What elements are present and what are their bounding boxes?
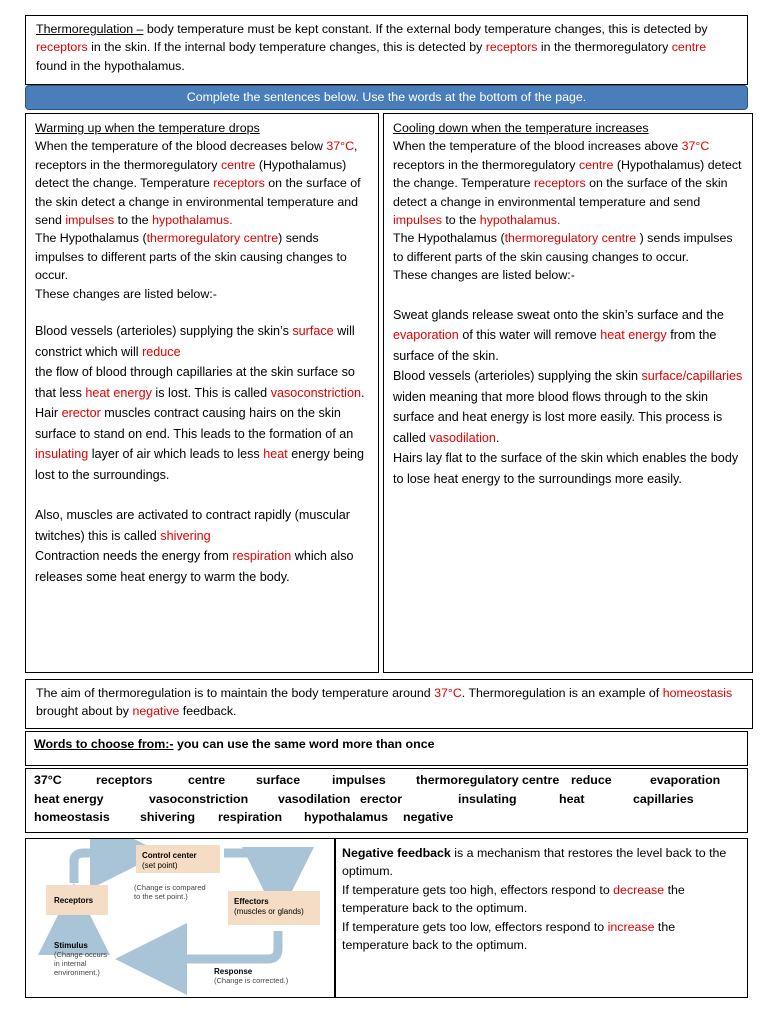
word-item: capillaries bbox=[633, 791, 694, 806]
words-header: Words to choose from:- you can use the same word more than once bbox=[25, 731, 748, 766]
cooling-intro: Cooling down when the temperature increases When the temperature of the blood increases above 37°C receptors in the thermoregulatory centre (Hypothalamus) detect the change. Temperature receptors on the surface of the skin detect a change in environmental temperature and send impulses to the hypothalamus. The Hypothalamus (thermoregulatory centre ) sends impulses to different parts of the skin causing changes to occur. These changes are listed below:- bbox=[393, 121, 742, 283]
feedback-diagram bbox=[25, 838, 335, 998]
word-item: respiration bbox=[218, 810, 283, 824]
word-item: insulating bbox=[458, 791, 517, 806]
compare-line2: to the set point.) bbox=[134, 892, 188, 901]
negfb-bold: Negative feedback bbox=[342, 846, 451, 860]
aim-box: The aim of thermoregulation is to maintain the body temperature around 37°C. Thermoregulation is an example of homeostasis brought about by negative feedback. bbox=[25, 679, 753, 729]
negative-feedback-box: Negative feedback is a mechanism that restores the level back to the optimum. If temperature gets too high, effectors respond to decrease the temperature back to the optimum. If temperature gets too low, effectors respond to increase the temperature back to the optimum. bbox=[335, 838, 748, 998]
word-row bbox=[34, 808, 739, 827]
word-item: shivering bbox=[140, 810, 196, 824]
response-sub: (Change is corrected.) bbox=[214, 976, 289, 985]
cooling-heading: Cooling down when the temperature increases bbox=[393, 121, 649, 135]
cooling-changes: Sweat glands release sweat onto the skin’s surface and the evaporation of this water will remove heat energy from the surface of the skin. Blood vessels (arterioles) supplying the skin surface/capillaries widen meaning that more blood flows through to the skin surface and heat energy is lost more easily. This process is called vasodilation. Hairs lay flat to the surface of the skin which enables the body to lose heat energy to the surroundings more easily. bbox=[393, 307, 743, 486]
word-item: impulses bbox=[332, 773, 386, 787]
warming-heading: Warming up when the temperature drops bbox=[35, 121, 260, 135]
word-item: heat bbox=[559, 791, 585, 806]
words-label: Words to choose from:- bbox=[34, 737, 174, 751]
word-bank bbox=[25, 768, 748, 833]
feedback-loop-svg bbox=[26, 839, 334, 997]
word-item: reduce bbox=[571, 773, 612, 787]
word-item: negative bbox=[403, 810, 454, 824]
word-item: vasoconstriction bbox=[149, 791, 249, 806]
intro-title: Thermoregulation – bbox=[36, 22, 144, 36]
intro-text: Thermoregulation – body temperature must be kept constant. If the external body temperature changes, this is detected by receptors in the skin. If the internal body temperature changes, this is detected by receptors in the thermoregulatory centre found in the hypothalamus. bbox=[36, 22, 708, 73]
effectors-label: Effectors bbox=[234, 897, 269, 906]
word-item: erector bbox=[360, 791, 403, 806]
arrow-control-to-effectors bbox=[224, 853, 278, 883]
arrow-effectors-to-response bbox=[151, 931, 278, 959]
word-item: surface bbox=[256, 773, 301, 787]
compare-line1: (Change is compared bbox=[134, 883, 206, 892]
warming-changes: Blood vessels (arterioles) supplying the skin’s surface will constrict which will reduce the flow of blood through capillaries at the skin surface so that less heat energy is lost. This is called vasoconstriction. Hair erector muscles contract causing hairs on the skin surface to stand on end. This leads to the formation of an insulating layer of air which leads to less heat energy being lost to the surroundings. Also, muscles are activated to contract rapidly (muscular twitches) this is called shivering Contraction needs the energy from respiration which also releases some heat energy to warm the body. bbox=[35, 324, 365, 584]
warming-intro: Warming up when the temperature drops When the temperature of the blood decreases below 37°C, receptors in the thermoregulatory centre (Hypothalamus) detect the change. Temperature receptors on the surface of the skin detect a change in environmental temperature and send impulses to the hypothalamus. The Hypothalamus (thermoregulatory centre) sends impulses to different parts of the skin causing changes to occur. These changes are listed below:- bbox=[35, 119, 369, 303]
control-sub: (set point) bbox=[142, 861, 178, 870]
word-item: receptors bbox=[96, 773, 153, 787]
word-row bbox=[34, 790, 739, 809]
word-item: centre bbox=[188, 773, 226, 787]
response-label: Response bbox=[214, 967, 253, 976]
instruction-banner: Complete the sentences below. Use the words at the bottom of the page. bbox=[25, 85, 748, 110]
cooling-box bbox=[383, 113, 753, 673]
word-item: vasodilation bbox=[278, 791, 351, 806]
word-item: thermoregulatory centre bbox=[416, 773, 560, 787]
arrow-receptors-to-control bbox=[74, 853, 126, 883]
warming-box bbox=[25, 113, 379, 673]
stimulus-line3: environment.) bbox=[54, 968, 100, 977]
word-item: heat energy bbox=[34, 791, 104, 806]
control-label: Control center bbox=[142, 851, 197, 860]
word-item: hypothalamus bbox=[304, 810, 388, 824]
stimulus-line1: (Change occurs bbox=[54, 950, 107, 959]
word-row bbox=[34, 771, 739, 790]
intro-box bbox=[25, 15, 748, 85]
stimulus-line2: in internal bbox=[54, 959, 87, 968]
effectors-sub: (muscles or glands) bbox=[234, 907, 304, 916]
word-item: 37°C bbox=[34, 773, 62, 787]
word-item: homeostasis bbox=[34, 810, 110, 824]
receptors-label: Receptors bbox=[54, 896, 94, 905]
word-item: evaporation bbox=[650, 773, 721, 787]
stimulus-label: Stimulus bbox=[54, 941, 88, 950]
